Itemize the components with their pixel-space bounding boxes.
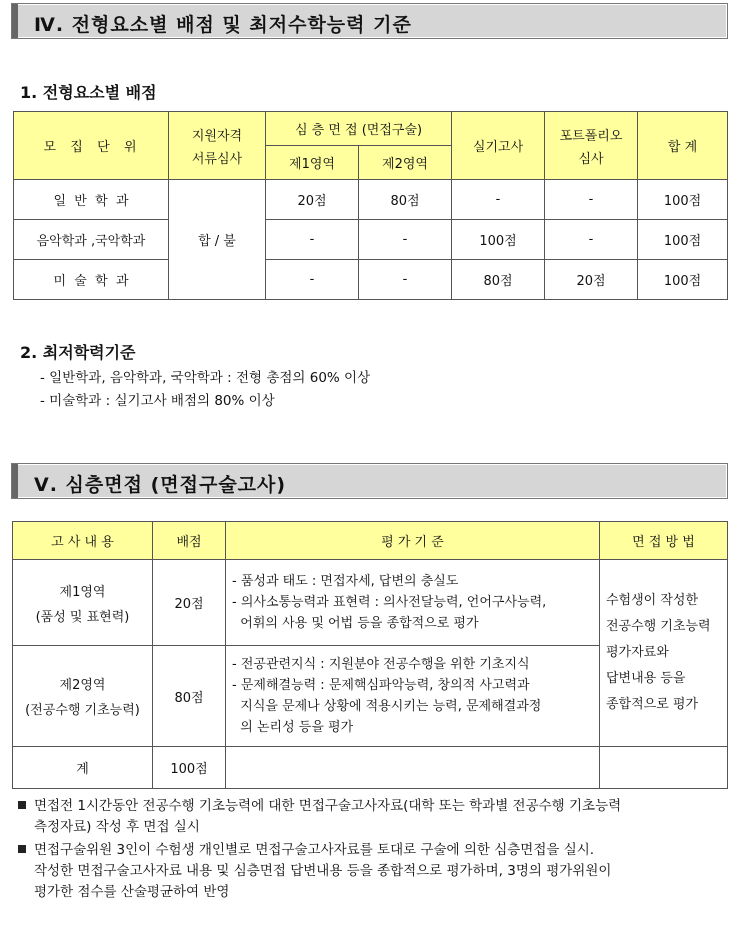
method-line: 평가자료와 [606,645,669,660]
criteria-line: - 품성과 태도 : 면접자세, 답변의 충실도 [232,574,459,589]
header-practical: 실기고사 [452,112,545,180]
table-row [14,180,728,220]
row-practical: 80점 [452,260,545,300]
header-criteria: 평 가 기 준 [226,522,600,560]
qualification-value: 합 / 불 [169,180,266,300]
row-portfolio: - [545,180,638,220]
row-score: 20점 [153,560,226,646]
row-total: 100점 [638,260,728,300]
header-unit: 모 집 단 위 [14,112,169,180]
section-4-header [11,3,728,39]
header-qual-line2: 서류심사 [191,151,243,167]
table-row [14,220,728,260]
total-method-empty [600,747,728,789]
row-content [13,646,153,747]
header-accent-bar [12,464,18,498]
row-total: 100점 [638,180,728,220]
method-line: 답변내용 등을 [606,671,686,686]
total-label: 계 [13,747,153,789]
note-line: 면접구술위원 3인이 수험생 개인별로 면접구술고사자료를 토대로 구술에 의한 심층면접을 실시. [34,842,595,858]
row-unit: 음악학과 ,국악학과 [14,220,169,260]
header-qual-line1: 지원자격 [191,128,243,144]
section-5-header [11,463,728,499]
row-criteria [226,646,600,747]
header-method: 면 접 방 법 [600,522,728,560]
square-bullet-icon [18,801,26,809]
criteria-line: 지식을 문제나 상황에 적용시키는 능력, 문제해결과정 [232,699,542,714]
row-score: 80점 [153,646,226,747]
row-practical: - [452,180,545,220]
score-table [13,111,728,300]
criteria-line: - 의사소통능력과 표현력 : 의사전달능력, 언어구사능력, [232,595,547,610]
row-total: 100점 [638,220,728,260]
square-bullet-icon [18,845,26,853]
subsection-min-title: 2. 최저학력기준 [20,343,136,362]
content-line: (품성 및 표현력) [35,609,130,625]
content-line: (전공수행 기초능력) [25,703,140,718]
header-portfolio-line1: 포트폴리오 [559,128,623,144]
total-criteria-empty [226,747,600,789]
note-line: 평가한 점수를 산술평균하여 반영 [34,884,230,900]
header-portfolio [545,112,638,180]
method-line: 수험생이 작성한 [606,593,699,608]
table-row [14,260,728,300]
section-4-title: Ⅳ. 전형요소별 배점 및 최저수학능력 기준 [34,14,412,36]
row-area2: - [359,220,452,260]
total-score: 100점 [153,747,226,789]
header-area1: 제1영역 [266,146,359,180]
header-area2: 제2영역 [359,146,452,180]
row-area1: - [266,220,359,260]
row-area2: 80점 [359,180,452,220]
note-item [18,840,733,903]
header-interview: 심 층 면 접 (면접구술) [266,112,452,146]
row-portfolio: - [545,220,638,260]
row-unit: 일 반 학 과 [14,180,169,220]
min-criteria-line: - 미술학과 : 실기고사 배점의 80% 이상 [40,393,275,409]
row-criteria [226,560,600,646]
header-total: 합 계 [638,112,728,180]
header-score: 배점 [153,522,226,560]
method-line: 종합적으로 평가 [606,697,699,712]
header-accent-bar [12,4,18,38]
row-area1: 20점 [266,180,359,220]
method-cell [600,560,728,747]
min-criteria-line: - 일반학과, 음악학과, 국악학과 : 전형 총점의 60% 이상 [40,370,371,386]
row-portfolio: 20점 [545,260,638,300]
row-area1: - [266,260,359,300]
note-item [18,796,733,838]
content-line: 제1영역 [59,584,106,600]
note-line: 면접전 1시간동안 전공수행 기초능력에 대한 면접구술고사자료(대학 또는 학과별 전공수행 기초능력 [34,798,622,814]
row-unit: 미 술 학 과 [14,260,169,300]
row-practical: 100점 [452,220,545,260]
method-line: 전공수행 기초능력 [606,619,711,634]
row-content [13,560,153,646]
interview-table [12,521,728,789]
section-5-title: Ⅴ. 심층면접 (면접구술고사) [34,474,287,496]
header-portfolio-line2: 심사 [578,151,604,167]
criteria-line: - 전공관련지식 : 지원분야 전공수행을 위한 기초지식 [232,657,530,672]
criteria-line: - 문제해결능력 : 문제핵심파악능력, 창의적 사고력과 [232,678,530,693]
content-line: 제2영역 [59,678,106,693]
row-area2: - [359,260,452,300]
table-row [13,560,728,646]
table-row [13,747,728,789]
header-qualification [169,112,266,180]
note-line: 작성한 면접구술고사자료 내용 및 심층면접 답변내용 등을 종합적으로 평가하며, 3명의 평가위원이 [34,863,612,879]
header-content: 고 사 내 용 [13,522,153,560]
note-line: 측정자료) 작성 후 면접 실시 [34,819,200,835]
subsection-score-title: 1. 전형요소별 배점 [20,83,157,102]
criteria-line: 의 논리성 등을 평가 [232,720,354,735]
criteria-line: 어휘의 사용 및 어법 등을 종합적으로 평가 [232,616,479,631]
